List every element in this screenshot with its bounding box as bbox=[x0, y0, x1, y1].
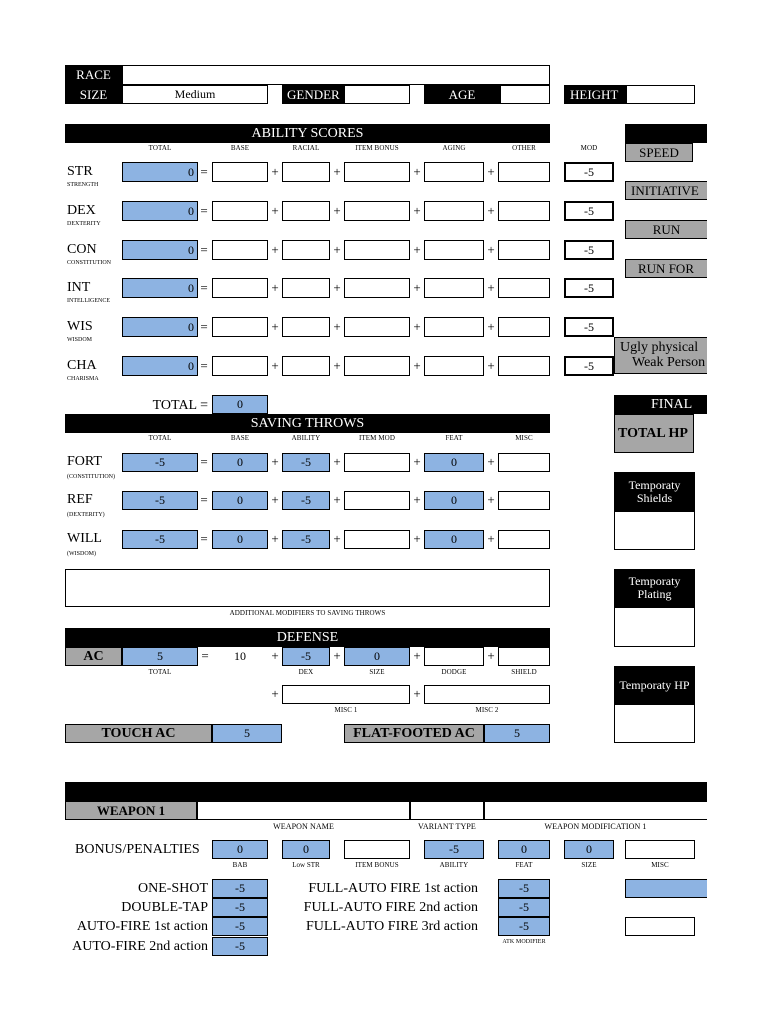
ac-label: AC bbox=[65, 647, 122, 666]
right-panel-header bbox=[625, 124, 707, 143]
height-label: HEIGHT bbox=[564, 85, 626, 104]
ability-mod: -5 bbox=[564, 317, 614, 337]
col-other: OTHER bbox=[512, 143, 536, 152]
full-auto-label: FULL-AUTO FIRE 1st action bbox=[308, 881, 478, 896]
save-name: FORT bbox=[67, 454, 102, 469]
ability-total: 0 bbox=[122, 201, 198, 221]
weapon-mod-caption: WEAPON MODIFICATION 1 bbox=[544, 822, 647, 831]
plus-op: + bbox=[271, 492, 279, 507]
temp-shields-field[interactable] bbox=[614, 511, 695, 550]
ugly-physical-text: Ugly physical bbox=[620, 340, 699, 355]
plus-op: + bbox=[413, 686, 421, 701]
size-caption: SIZE bbox=[581, 860, 597, 869]
bonus-penalties-label: BONUS/PENALTIES bbox=[75, 841, 200, 857]
plus-op: + bbox=[487, 454, 495, 469]
bab-value: 0 bbox=[212, 840, 268, 859]
attack-mode-value: -5 bbox=[212, 879, 268, 898]
col-total: TOTAL bbox=[148, 143, 172, 152]
ability-abbr: CHA bbox=[67, 358, 97, 373]
ability-total: 0 bbox=[122, 240, 198, 260]
race-label: RACE bbox=[65, 65, 122, 85]
full-auto-value: -5 bbox=[498, 879, 550, 898]
ability-item-bonus-field[interactable] bbox=[344, 278, 410, 298]
total-hp-label: TOTAL HP bbox=[614, 414, 694, 453]
save-base: 0 bbox=[212, 453, 268, 472]
ability-racial-field[interactable] bbox=[282, 356, 330, 376]
ability-abbr: CON bbox=[67, 242, 97, 257]
ability-name: CONSTITUTION bbox=[67, 260, 111, 266]
temp-shields-label: Temporaty Shields bbox=[614, 472, 695, 511]
ability-mod: -5 bbox=[564, 278, 614, 298]
plus-op: + bbox=[333, 242, 341, 257]
plus-op: + bbox=[271, 319, 279, 334]
saving-throws-header: SAVING THROWS bbox=[65, 414, 550, 433]
plus-op: + bbox=[333, 319, 341, 334]
ac-size: 0 bbox=[344, 647, 410, 666]
plus-op: + bbox=[413, 358, 421, 373]
save-name: REF bbox=[67, 492, 93, 507]
equals-op: = bbox=[200, 164, 208, 179]
run-label: RUN bbox=[625, 220, 707, 239]
atk-result-blue bbox=[625, 879, 707, 898]
ability-base-field[interactable] bbox=[212, 278, 268, 298]
temp-hp-field[interactable] bbox=[614, 704, 695, 743]
ac-total-caption: TOTAL bbox=[148, 667, 172, 676]
save-col-misc: MISC bbox=[515, 433, 533, 442]
plus-op: + bbox=[413, 648, 421, 663]
atk-modifier-caption: ATK MODIFIER bbox=[502, 939, 546, 945]
plus-op: + bbox=[271, 280, 279, 295]
ability-total-value: 0 bbox=[212, 395, 268, 414]
run-for-label: RUN FOR bbox=[625, 259, 707, 278]
ability-name: STRENGTH bbox=[67, 182, 99, 188]
ac-shield-field[interactable] bbox=[498, 647, 550, 666]
attack-mode-label: AUTO-FIRE 1st action bbox=[76, 919, 208, 934]
ability-base-field[interactable] bbox=[212, 201, 268, 221]
ability-other-field[interactable] bbox=[498, 317, 550, 337]
save-base: 0 bbox=[212, 491, 268, 510]
save-base: 0 bbox=[212, 530, 268, 549]
col-aging: AGING bbox=[442, 143, 466, 152]
equals-op: = bbox=[200, 454, 208, 469]
full-auto-value: -5 bbox=[498, 898, 550, 917]
save-ability-name: (DEXTERITY) bbox=[67, 512, 105, 518]
temp-hp-label: Temporaty HP bbox=[614, 666, 695, 704]
ability-total: 0 bbox=[122, 317, 198, 337]
equals-op: = bbox=[200, 319, 208, 334]
save-col-feat: FEAT bbox=[445, 433, 463, 442]
equals-op: = bbox=[200, 531, 208, 546]
weapon-name-caption: WEAPON NAME bbox=[273, 822, 334, 831]
height-field[interactable] bbox=[626, 85, 695, 104]
plus-op: + bbox=[487, 203, 495, 218]
plus-op: + bbox=[487, 492, 495, 507]
age-label: AGE bbox=[424, 85, 500, 104]
ability-mod: -5 bbox=[564, 162, 614, 182]
ability-base-field[interactable] bbox=[212, 356, 268, 376]
ability-mod: -5 bbox=[564, 240, 614, 260]
save-name: WILL bbox=[67, 531, 102, 546]
ability-other-field[interactable] bbox=[498, 162, 550, 182]
ability-name: DEXTERITY bbox=[67, 221, 101, 227]
ability-total: 0 bbox=[122, 356, 198, 376]
save-misc-field[interactable] bbox=[498, 491, 550, 510]
weak-person-text: Weak Person bbox=[632, 355, 706, 370]
attack-mode-label: DOUBLE-TAP bbox=[121, 900, 208, 915]
plus-op: + bbox=[487, 164, 495, 179]
touch-ac-value: 5 bbox=[212, 724, 282, 743]
attack-mode-value: -5 bbox=[212, 898, 268, 917]
touch-ac-label: TOUCH AC bbox=[65, 724, 212, 743]
ability-other-field[interactable] bbox=[498, 278, 550, 298]
plus-op: + bbox=[333, 492, 341, 507]
ac-misc1-field[interactable] bbox=[282, 685, 410, 704]
weapon-misc-field[interactable] bbox=[625, 840, 695, 859]
save-total: -5 bbox=[122, 530, 198, 549]
speed-label: SPEED bbox=[625, 143, 693, 162]
col-mod: MOD bbox=[580, 143, 598, 152]
attack-mode-value: -5 bbox=[212, 937, 268, 956]
ability-base-field[interactable] bbox=[212, 317, 268, 337]
full-auto-value: -5 bbox=[498, 917, 550, 936]
ability-item-bonus-field[interactable] bbox=[344, 240, 410, 260]
save-ability-name: (CONSTITUTION) bbox=[67, 474, 115, 480]
misc2-caption: MISC 2 bbox=[475, 705, 499, 714]
attack-mode-label: AUTO-FIRE 2nd action bbox=[72, 939, 208, 954]
item-bonus-field[interactable] bbox=[344, 840, 410, 859]
ac-misc2-field[interactable] bbox=[424, 685, 550, 704]
ability-racial-field[interactable] bbox=[282, 201, 330, 221]
low-str-caption: Low STR bbox=[292, 860, 320, 869]
save-ability-name: (WISDOM) bbox=[67, 551, 96, 557]
ability-aging-field[interactable] bbox=[424, 162, 484, 182]
save-total: -5 bbox=[122, 491, 198, 510]
misc-caption: MISC bbox=[651, 860, 669, 869]
ac-shield-caption: SHIELD bbox=[511, 667, 537, 676]
ability-total: 0 bbox=[122, 278, 198, 298]
ability-aging-field[interactable] bbox=[424, 201, 484, 221]
temp-plating-field[interactable] bbox=[614, 607, 695, 647]
attack-mode-label: ONE-SHOT bbox=[138, 881, 208, 896]
save-ability: -5 bbox=[282, 491, 330, 510]
col-racial: RACIAL bbox=[292, 143, 320, 152]
ability-scores-header: ABILITY SCORES bbox=[65, 124, 550, 143]
ability-item-bonus-field[interactable] bbox=[344, 201, 410, 221]
plus-op: + bbox=[271, 164, 279, 179]
equals-op: = bbox=[200, 492, 208, 507]
plus-op: + bbox=[487, 242, 495, 257]
plus-op: + bbox=[271, 648, 279, 663]
size-label: SIZE bbox=[65, 85, 122, 104]
plus-op: + bbox=[271, 242, 279, 257]
flat-footed-ac-label: FLAT-FOOTED AC bbox=[344, 724, 484, 743]
save-col-ability: ABILITY bbox=[291, 433, 321, 442]
equals-op: = bbox=[200, 203, 208, 218]
attack-mode-value: -5 bbox=[212, 917, 268, 936]
ability-aging-field[interactable] bbox=[424, 356, 484, 376]
final-header: FINAL bbox=[614, 395, 707, 414]
plus-op: + bbox=[413, 280, 421, 295]
ability-racial-field[interactable] bbox=[282, 278, 330, 298]
full-auto-label: FULL-AUTO FIRE 2nd action bbox=[303, 900, 478, 915]
save-ability: -5 bbox=[282, 453, 330, 472]
save-item-mod-field[interactable] bbox=[344, 530, 410, 549]
ability-abbr: DEX bbox=[67, 203, 96, 218]
ability-aging-field[interactable] bbox=[424, 317, 484, 337]
save-col-item-mod: ITEM MOD bbox=[359, 433, 395, 442]
low-str-value: 0 bbox=[282, 840, 330, 859]
ability-abbr: INT bbox=[67, 280, 91, 295]
save-misc-field[interactable] bbox=[498, 453, 550, 472]
save-ability: -5 bbox=[282, 530, 330, 549]
ability-abbr: WIS bbox=[67, 319, 93, 334]
ability-racial-field[interactable] bbox=[282, 162, 330, 182]
plus-op: + bbox=[271, 203, 279, 218]
ac-base: 10 bbox=[234, 649, 246, 663]
ability-racial-field[interactable] bbox=[282, 317, 330, 337]
ability-mod: -5 bbox=[564, 356, 614, 376]
ability-aging-field[interactable] bbox=[424, 240, 484, 260]
save-item-mod-field[interactable] bbox=[344, 491, 410, 510]
ability-item-bonus-field[interactable] bbox=[344, 317, 410, 337]
weapon-name-field[interactable] bbox=[197, 801, 410, 820]
plus-op: + bbox=[333, 531, 341, 546]
save-col-base: BASE bbox=[230, 433, 250, 442]
gender-field[interactable] bbox=[344, 85, 410, 104]
weapon-section-header bbox=[65, 782, 707, 801]
misc1-caption: MISC 1 bbox=[334, 705, 358, 714]
bab-caption: BAB bbox=[232, 860, 248, 869]
plus-op: + bbox=[487, 358, 495, 373]
plus-op: + bbox=[271, 686, 279, 701]
ability-item-bonus-field[interactable] bbox=[344, 162, 410, 182]
full-auto-label: FULL-AUTO FIRE 3rd action bbox=[306, 919, 478, 934]
ability-other-field[interactable] bbox=[498, 240, 550, 260]
feat-caption: FEAT bbox=[515, 860, 533, 869]
ac-total: 5 bbox=[122, 647, 198, 666]
equals-op: = bbox=[200, 242, 208, 257]
ac-dex-caption: DEX bbox=[298, 667, 314, 676]
save-modifiers-caption: ADDITIONAL MODIFIERS TO SAVING THROWS bbox=[229, 608, 386, 617]
variant-type-caption: VARIANT TYPE bbox=[418, 822, 476, 831]
plus-op: + bbox=[333, 454, 341, 469]
ability-total: 0 bbox=[122, 162, 198, 182]
ability-base-field[interactable] bbox=[212, 240, 268, 260]
col-item-bonus: ITEM BONUS bbox=[355, 143, 399, 152]
plus-op: + bbox=[487, 319, 495, 334]
plus-op: + bbox=[413, 492, 421, 507]
ability-name: WISDOM bbox=[67, 337, 92, 343]
weapon-ability-value: -5 bbox=[424, 840, 484, 859]
ac-dodge-caption: DODGE bbox=[441, 667, 467, 676]
ability-name: INTELLIGENCE bbox=[67, 298, 110, 304]
equals-op: = bbox=[201, 648, 209, 663]
gender-label: GENDER bbox=[282, 85, 344, 104]
plus-op: + bbox=[333, 358, 341, 373]
ability-mod: -5 bbox=[564, 201, 614, 221]
ability-aging-field[interactable] bbox=[424, 278, 484, 298]
plus-op: + bbox=[271, 454, 279, 469]
ability-racial-field[interactable] bbox=[282, 240, 330, 260]
ability-other-field[interactable] bbox=[498, 356, 550, 376]
plus-op: + bbox=[413, 203, 421, 218]
col-base: BASE bbox=[230, 143, 250, 152]
weapon-size-value: 0 bbox=[564, 840, 614, 859]
plus-op: + bbox=[271, 358, 279, 373]
defense-header: DEFENSE bbox=[65, 628, 550, 647]
ability-abbr: STR bbox=[67, 164, 93, 179]
temp-plating-label: Temporaty Plating bbox=[614, 569, 695, 607]
age-field[interactable] bbox=[500, 85, 550, 104]
plus-op: + bbox=[487, 648, 495, 663]
ability-total-label: TOTAL = bbox=[152, 398, 208, 413]
plus-op: + bbox=[413, 531, 421, 546]
plus-op: + bbox=[413, 454, 421, 469]
plus-op: + bbox=[333, 280, 341, 295]
ac-dex: -5 bbox=[282, 647, 330, 666]
save-total: -5 bbox=[122, 453, 198, 472]
plus-op: + bbox=[413, 164, 421, 179]
weapon-feat-value: 0 bbox=[498, 840, 550, 859]
item-bonus-caption: ITEM BONUS bbox=[355, 860, 399, 869]
save-feat: 0 bbox=[424, 453, 484, 472]
weapon-mod-field[interactable] bbox=[484, 801, 707, 820]
equals-op: = bbox=[200, 280, 208, 295]
equals-op: = bbox=[200, 358, 208, 373]
save-feat: 0 bbox=[424, 491, 484, 510]
save-misc-field[interactable] bbox=[498, 530, 550, 549]
plus-op: + bbox=[413, 319, 421, 334]
plus-op: + bbox=[413, 242, 421, 257]
variant-type-field[interactable] bbox=[410, 801, 484, 820]
ability-caption: ABILITY bbox=[439, 860, 469, 869]
ability-base-field[interactable] bbox=[212, 162, 268, 182]
save-modifiers-box[interactable] bbox=[65, 569, 550, 607]
weapon-1-label: WEAPON 1 bbox=[65, 801, 197, 820]
save-col-total: TOTAL bbox=[148, 433, 172, 442]
plus-op: + bbox=[333, 648, 341, 663]
ability-name: CHARISMA bbox=[67, 376, 99, 382]
plus-op: + bbox=[333, 203, 341, 218]
plus-op: + bbox=[487, 280, 495, 295]
size-field[interactable]: Medium bbox=[122, 85, 268, 104]
ability-other-field[interactable] bbox=[498, 201, 550, 221]
race-field[interactable] bbox=[122, 65, 550, 85]
plus-op: + bbox=[333, 164, 341, 179]
ac-dodge-field[interactable] bbox=[424, 647, 484, 666]
ugly-weak-box bbox=[614, 337, 707, 374]
ability-item-bonus-field[interactable] bbox=[344, 356, 410, 376]
flat-footed-ac-value: 5 bbox=[484, 724, 550, 743]
plus-op: + bbox=[487, 531, 495, 546]
plus-op: + bbox=[271, 531, 279, 546]
save-feat: 0 bbox=[424, 530, 484, 549]
ac-size-caption: SIZE bbox=[369, 667, 385, 676]
initiative-label: INITIATIVE bbox=[625, 181, 707, 200]
atk-result-field[interactable] bbox=[625, 917, 695, 936]
save-item-mod-field[interactable] bbox=[344, 453, 410, 472]
